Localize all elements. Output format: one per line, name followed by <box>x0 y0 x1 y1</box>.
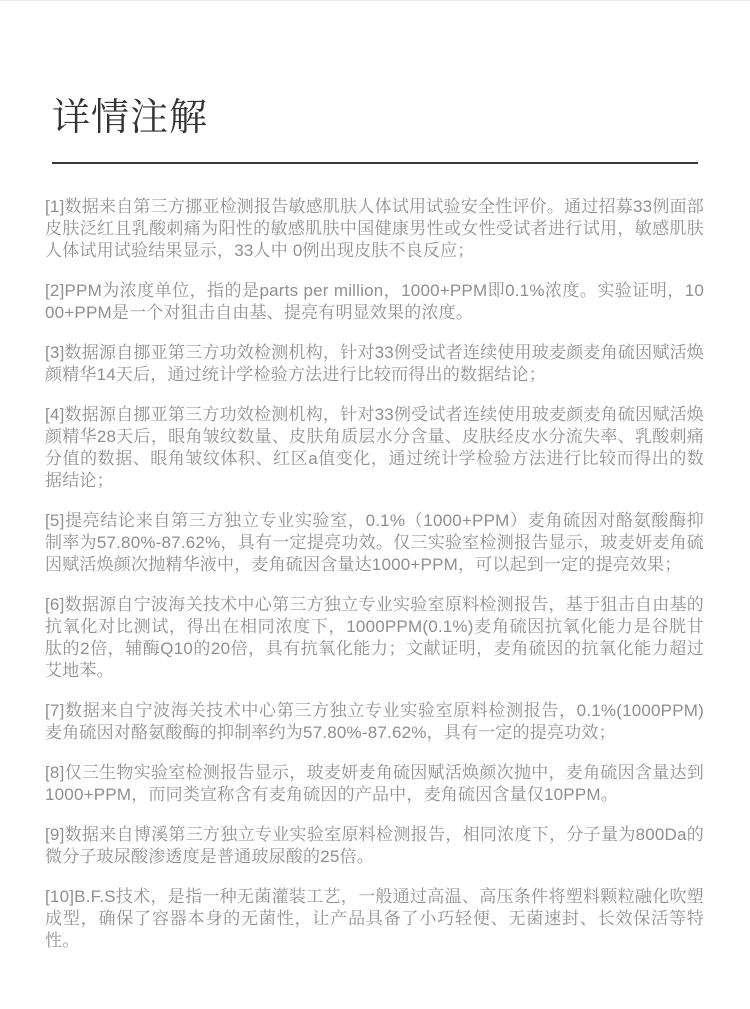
page-title: 详情注解 <box>52 97 209 139</box>
note-paragraph-6: [6]数据源自宁波海关技术中心第三方独立专业实验室原料检测报告，基于狙击自由基的抗氧化对比测试，得出在相同浓度下，1000PPM(0.1%)麦角硫因抗氧化能力是谷胱甘肽的2倍，辅酶Q10的20倍，具有抗氧化能力；文献证明，麦角硫因的抗氧化能力超过艾地苯。 <box>45 595 704 680</box>
note-paragraph-9: [9]数据来自博溪第三方独立专业实验室原料检测报告，相同浓度下，分子量为800Da的微分子玻尿酸渗透度是普通玻尿酸的25倍。 <box>45 825 704 866</box>
note-paragraph-5: [5]提亮结论来自第三方独立专业实验室，0.1%（1000+PPM）麦角硫因对酪氨酸酶抑制率为57.80%-87.62%，具有一定提亮功效。仅三实验室检测报告显示，玻麦妍麦角硫因赋活焕颜次抛精华液中，麦角硫因含量达1000+PPM，可以起到一定的提亮效果； <box>45 511 704 574</box>
note-paragraph-10: [10]B.F.S技术，是指一种无菌灌装工艺，一般通过高温、高压条件将塑料颗粒融化吹塑成型，确保了容器本身的无菌性，让产品具备了小巧轻便、无菌速封、长效保活等特性。 <box>45 887 704 950</box>
note-paragraph-8: [8]仅三生物实验室检测报告显示，玻麦妍麦角硫因赋活焕颜次抛中，麦角硫因含量达到1000+PPM，而同类宣称含有麦角硫因的产品中，麦角硫因含量仅10PPM。 <box>45 763 704 804</box>
note-paragraph-7: [7]数据来自宁波海关技术中心第三方独立专业实验室原料检测报告，0.1%(1000PPM)麦角硫因对酪氨酸酶的抑制率约为57.80%-87.62%，具有一定的提亮功效； <box>45 701 704 742</box>
notes-list <box>0 164 750 952</box>
note-paragraph-3: [3]数据源自挪亚第三方功效检测机构，针对33例受试者连续使用玻麦颜麦角硫因赋活焕颜精华14天后，通过统计学检验方法进行比较而得出的数据结论； <box>45 343 704 384</box>
note-paragraph-4: [4]数据源自挪亚第三方功效检测机构，针对33例受试者连续使用玻麦颜麦角硫因赋活焕颜精华28天后，眼角皱纹数量、皮肤角质层水分含量、皮肤经皮水分流失率、乳酸刺痛分值的数据、眼角皱纹体积、红区a值变化，通过统计学检验方法进行比较而得出的数据结论； <box>45 405 704 490</box>
header <box>0 1 750 164</box>
note-paragraph-2: [2]PPM为浓度单位，指的是parts per million，1000+PPM即0.1%浓度。实验证明，1000+PPM是一个对狙击自由基、提亮有明显效果的浓度。 <box>45 281 704 322</box>
note-paragraph-1: [1]数据来自第三方挪亚检测报告敏感肌肤人体试用试验安全性评价。通过招募33例面部皮肤泛红且乳酸刺痛为阳性的敏感肌肤中国健康男性或女性受试者进行试用，敏感肌肤人体试用试验结果显示，33人中 0例出现皮肤不良反应； <box>45 197 704 260</box>
